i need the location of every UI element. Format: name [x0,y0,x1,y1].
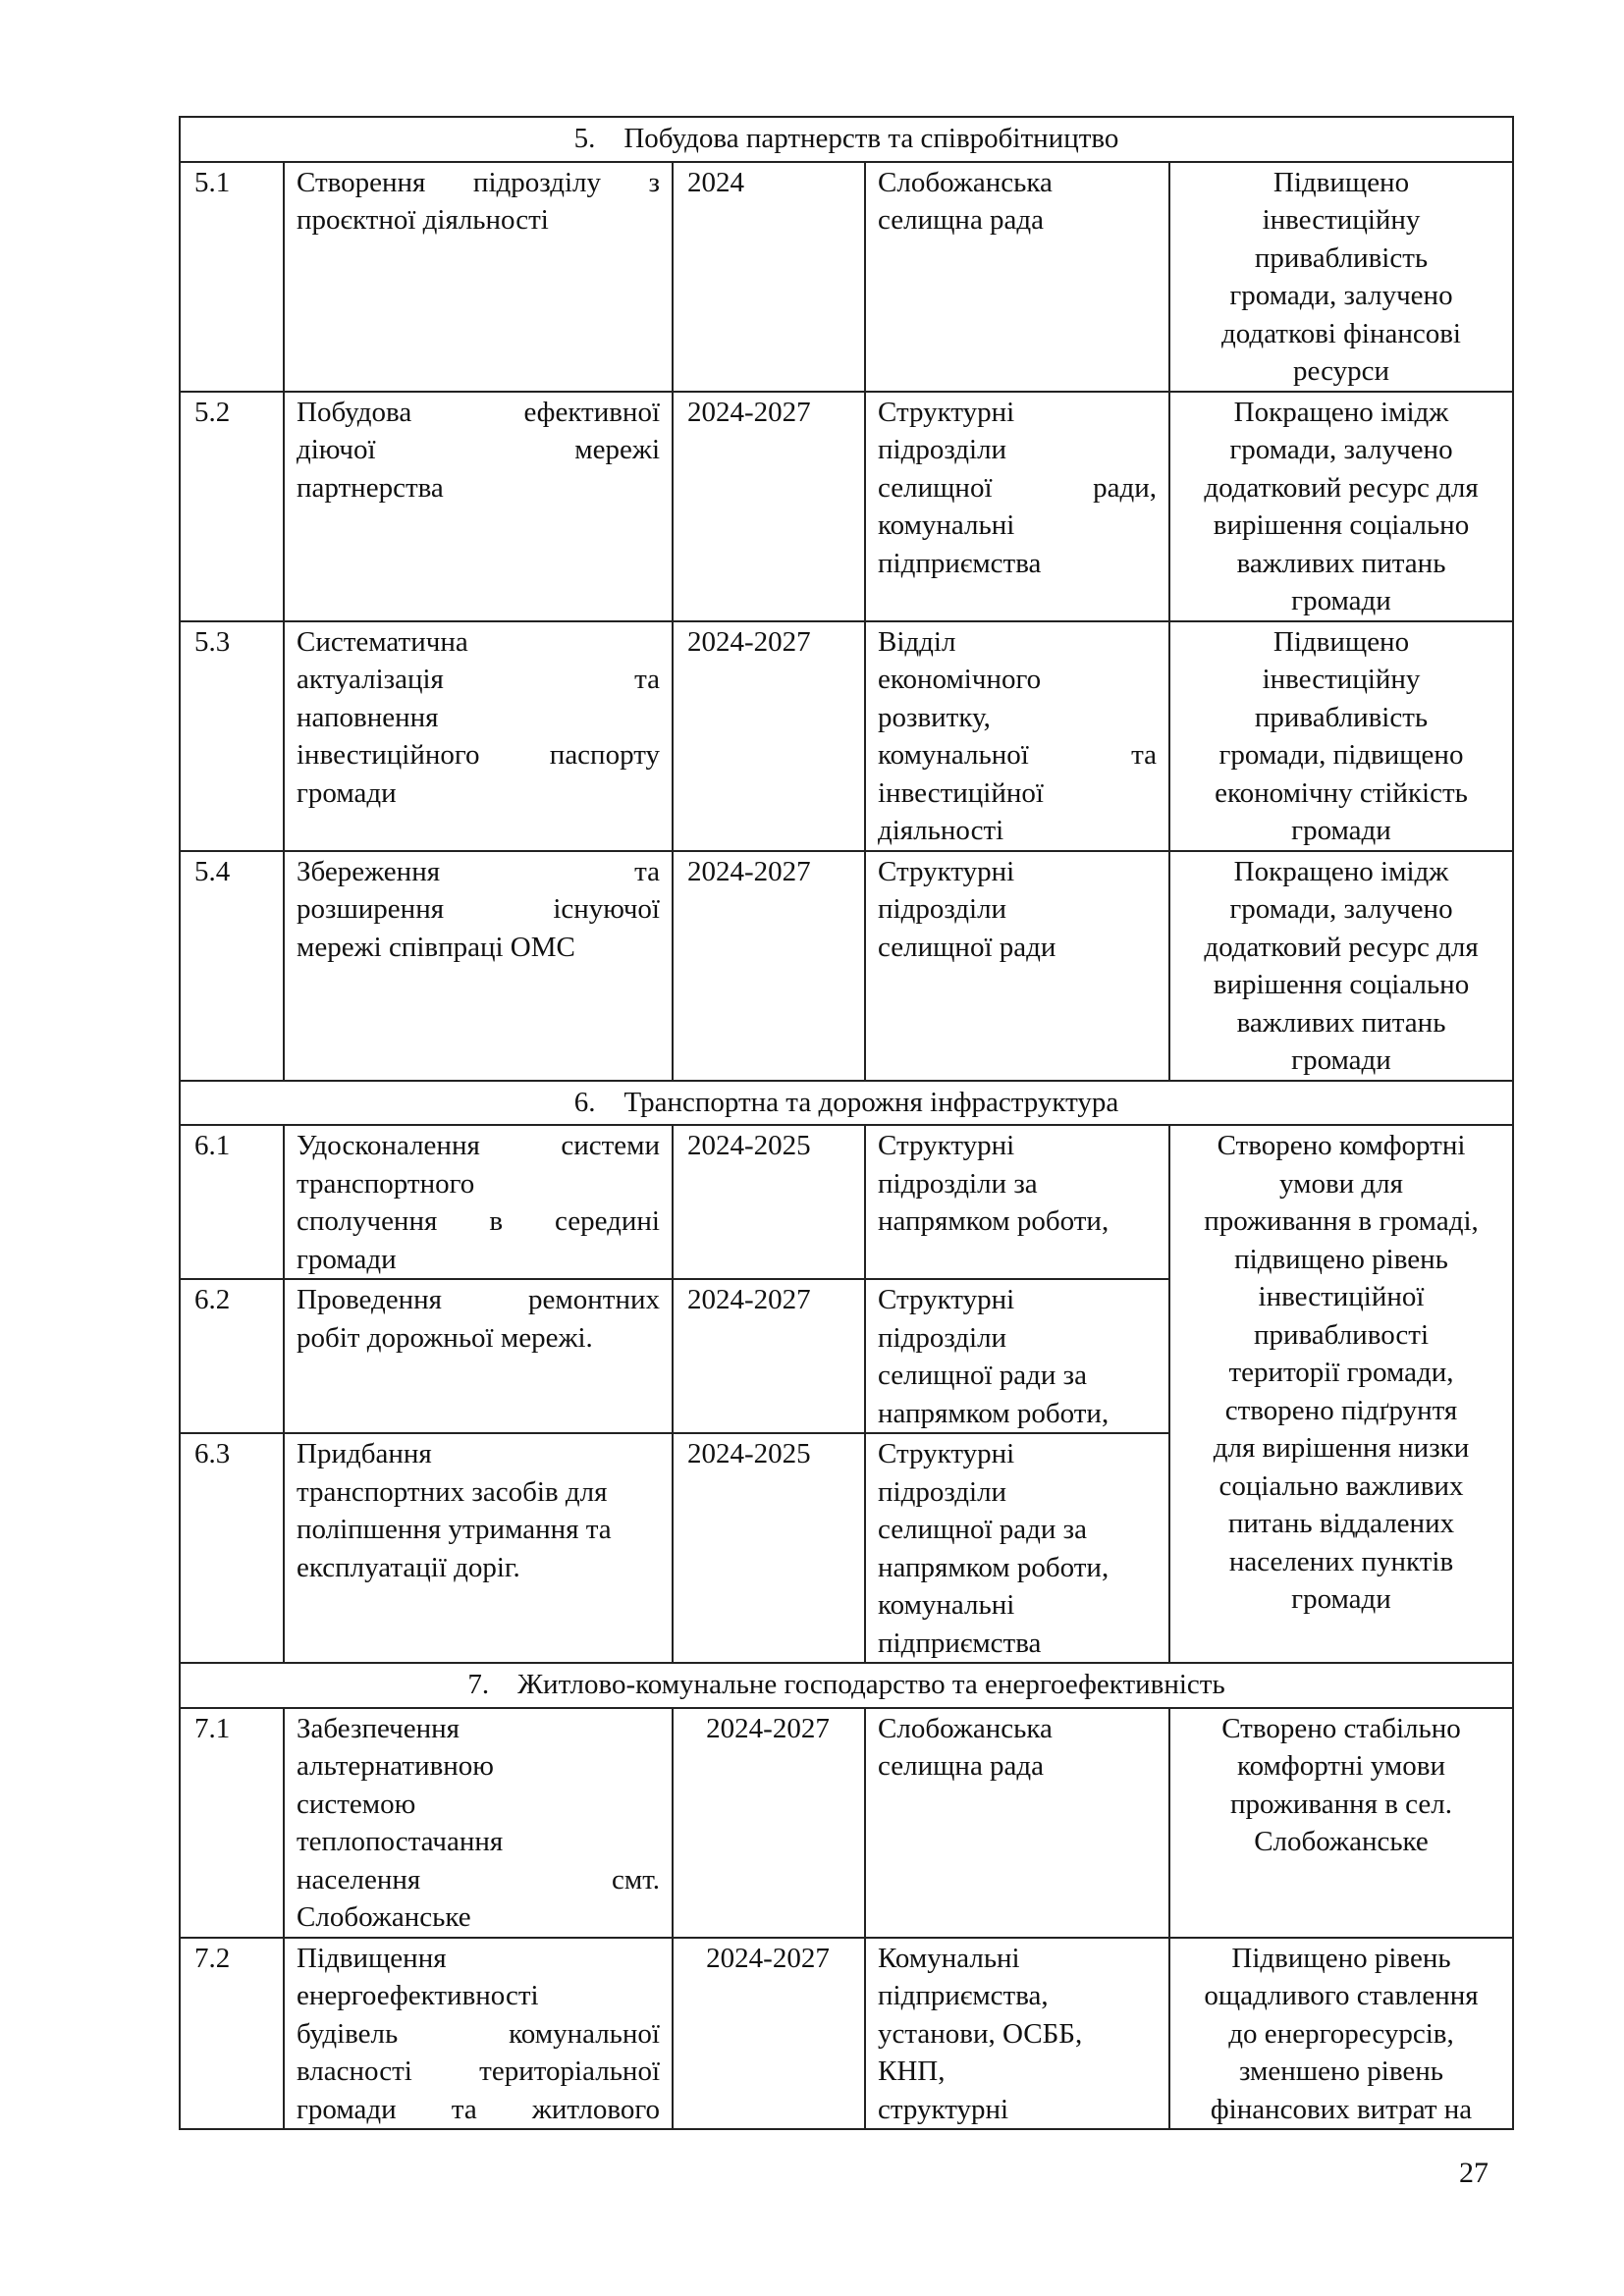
responsible-line: селищної ради [878,931,1056,963]
responsible-line: Структурні [878,855,1015,887]
responsible-cell [865,1433,1169,1663]
task-line: альтернативною [297,1750,494,1782]
responsible-line: Структурні [878,1438,1015,1469]
responsible-line: комунальної та [878,739,1157,771]
result-line: ощадливого ставлення [1204,1980,1479,2011]
task-cell [284,851,673,1081]
responsible-line: Слобожанська [878,166,1053,198]
result-line: вирішення соціально [1213,509,1470,541]
responsible-cell [865,1125,1169,1279]
responsible-line: підрозділи [878,1475,1007,1508]
responsible-line: установи, ОСББ, [878,2017,1083,2050]
row-number: 7.2 [180,1938,284,2130]
section-header-row [180,1081,1513,1126]
result-line: питань віддалених [1227,1508,1455,1539]
section-title: 5. Побудова партнерств та співробітництво [180,117,1513,162]
year-cell: 2024-2027 [673,1279,865,1433]
responsible-line: селищної ради, [878,471,1157,504]
year-cell: 2024 [673,162,865,392]
result-line: комфортні умови [1236,1750,1445,1782]
task-line: розширення існуючої [297,893,660,925]
result-line: привабливість [1254,701,1429,733]
task-line: сполучення в середині [297,1205,660,1237]
table-row [180,1938,1513,2130]
responsible-line: економічного [878,664,1042,695]
task-line: населення смт. [297,1863,660,1896]
result-cell [1169,1938,1513,2130]
result-line: громади [1291,815,1391,846]
task-cell [284,392,673,621]
task-line: громади [297,776,397,809]
task-line: Побудова ефективної [297,396,660,428]
result-cell [1169,1125,1513,1663]
responsible-line: Структурні [878,396,1015,428]
task-line: робіт дорожньої мережі. [297,1321,593,1354]
result-line: населених пунктів [1228,1545,1454,1577]
responsible-line: селищної ради за [878,1514,1087,1545]
result-line: інвестиційної [1258,1281,1425,1312]
result-line: громади, підвищено [1218,739,1464,771]
task-line: поліпшення утримання та [297,1514,612,1545]
task-line: системою [297,1788,416,1820]
task-line: партнерства [297,471,444,504]
result-line: проживання в сел. [1230,1788,1452,1820]
year-cell: 2024-2027 [673,392,865,621]
responsible-line: КНП, [878,2056,946,2087]
result-line: привабливість [1254,241,1429,274]
responsible-line: Структурні [878,1284,1015,1315]
responsible-line: комунальні [878,1589,1015,1621]
task-line: Слобожанське [297,1901,471,1933]
responsible-line: діяльності [878,815,1004,846]
responsible-cell [865,162,1169,392]
task-line: проєктної діяльності [297,204,549,236]
result-line: Підвищено рівень [1231,1942,1451,1974]
result-line: підвищено рівень [1234,1243,1448,1275]
task-line: транспортного [297,1167,475,1200]
responsible-cell [865,1708,1169,1938]
task-cell [284,1708,673,1938]
result-line: Покращено імідж [1233,855,1449,887]
task-line: Забезпечення [297,1712,460,1744]
result-line: інвестиційну [1262,664,1421,695]
result-cell [1169,851,1513,1081]
task-line: інвестиційного паспорту [297,739,660,771]
result-line: привабливості [1253,1318,1430,1351]
result-line: економічну стійкість [1215,776,1468,809]
year-cell: 2024-2027 [673,621,865,851]
responsible-line: підприємства [878,547,1042,579]
task-line: мережі співпраці ОМС [297,931,575,963]
result-cell [1169,621,1513,851]
result-line: Підвищено [1272,625,1410,658]
row-number: 6.3 [180,1433,284,1663]
section-title: 6. Транспортна та дорожня інфраструктура [180,1081,1513,1126]
task-line: громади та житлового [297,2093,660,2125]
year-cell: 2024-2027 [673,1938,865,2130]
task-line: громади [297,1243,397,1275]
task-line: Підвищення [297,1942,447,1974]
measures-table [179,116,1514,2130]
result-line: Покращено імідж [1233,396,1449,428]
result-cell [1169,1708,1513,1938]
result-line: умови для [1279,1167,1403,1200]
responsible-line: підприємства, [878,1980,1049,2011]
task-line: будівель комунальної [297,2017,660,2050]
responsible-cell [865,392,1169,621]
responsible-line: напрямком роботи, [878,1397,1110,1429]
result-line: території громади, [1228,1357,1454,1388]
task-cell [284,1279,673,1433]
section-header-row [180,1663,1513,1708]
task-line: актуалізація та [297,664,660,695]
result-line: громади [1291,1044,1391,1076]
responsible-line: підрозділи [878,434,1007,465]
table-row [180,621,1513,851]
responsible-line: інвестиційної [878,776,1044,809]
row-number: 5.2 [180,392,284,621]
task-line: наповнення [297,701,439,733]
row-number: 6.1 [180,1125,284,1279]
task-line: Придбання [297,1438,432,1469]
table-row [180,851,1513,1081]
result-line: до енергоресурсів, [1228,2017,1454,2050]
task-line: Створення підрозділу з [297,166,660,198]
task-line: власності територіальної [297,2056,660,2087]
result-line: додатковий ресурс для [1204,471,1479,504]
table-row [180,392,1513,621]
responsible-line: Відділ [878,625,956,658]
result-line: ресурси [1293,355,1389,387]
result-line: громади [1291,585,1391,616]
result-line: Створено комфортні [1217,1130,1466,1161]
task-cell [284,162,673,392]
result-line: інвестиційну [1262,204,1421,236]
table-row [180,162,1513,392]
year-cell: 2024-2025 [673,1433,865,1663]
row-number: 6.2 [180,1279,284,1433]
responsible-line: селищної ради за [878,1360,1087,1391]
result-line: для вирішення низки [1213,1432,1470,1464]
responsible-cell [865,1279,1169,1433]
result-line: вирішення соціально [1213,969,1470,1000]
responsible-line: Структурні [878,1130,1015,1161]
responsible-line: Комунальні [878,1942,1020,1974]
result-line: фінансових витрат на [1210,2093,1473,2125]
responsible-line: підрозділи за [878,1167,1038,1200]
task-line: Збереження та [297,855,660,887]
task-cell [284,1125,673,1279]
result-cell [1169,392,1513,621]
responsible-line: напрямком роботи, [878,1551,1110,1583]
task-line: Проведення ремонтних [297,1284,660,1315]
page-number: 27 [1459,2157,1489,2189]
result-line: важливих питань [1236,1006,1446,1039]
responsible-line: підрозділи [878,1321,1007,1354]
result-line: зменшено рівень [1239,2056,1443,2087]
section-header-row [180,117,1513,162]
task-cell [284,1938,673,2130]
result-line: громади, залучено [1229,280,1453,311]
year-cell: 2024-2025 [673,1125,865,1279]
responsible-line: селищна рада [878,1750,1045,1782]
result-line: громади [1291,1583,1391,1615]
result-line: важливих питань [1236,547,1446,579]
result-line: громади, залучено [1229,893,1453,925]
task-line: експлуатації доріг. [297,1551,520,1583]
result-line: проживання в громаді, [1204,1205,1479,1237]
table-row [180,1708,1513,1938]
section-title: 7. Житлово-комунальне господарство та енергоефективність [180,1663,1513,1708]
task-line: енергоефективності [297,1980,539,2011]
row-number: 5.3 [180,621,284,851]
task-line: Удосконалення системи [297,1130,660,1161]
result-line: додаткові фінансові [1221,317,1461,349]
result-line: створено підґрунтя [1224,1394,1458,1426]
task-line: транспортних засобів для [297,1475,608,1508]
result-line: додатковий ресурс для [1204,931,1479,963]
task-cell [284,1433,673,1663]
responsible-line: Слобожанська [878,1712,1053,1744]
row-number: 5.1 [180,162,284,392]
task-cell [284,621,673,851]
result-cell [1169,162,1513,392]
row-number: 5.4 [180,851,284,1081]
result-line: Слобожанське [1254,1826,1429,1857]
task-line: діючої мережі [297,434,660,465]
year-cell: 2024-2027 [673,851,865,1081]
result-line: Створено стабільно [1221,1712,1461,1744]
task-line: теплопостачання [297,1826,504,1857]
task-line: Систематична [297,625,468,658]
responsible-line: структурні [878,2093,1009,2125]
result-line: Підвищено [1272,166,1410,198]
result-line: громади, залучено [1229,434,1453,465]
responsible-line: підрозділи [878,893,1007,925]
responsible-line: підприємства [878,1627,1042,1659]
table-row [180,1125,1513,1279]
responsible-cell [865,621,1169,851]
year-cell: 2024-2027 [673,1708,865,1938]
result-line: соціально важливих [1218,1469,1464,1502]
responsible-line: напрямком роботи, [878,1205,1110,1237]
responsible-line: комунальні [878,509,1015,541]
responsible-cell [865,851,1169,1081]
row-number: 7.1 [180,1708,284,1938]
responsible-line: селищна рада [878,204,1045,236]
responsible-cell [865,1938,1169,2130]
responsible-line: розвитку, [878,701,991,733]
